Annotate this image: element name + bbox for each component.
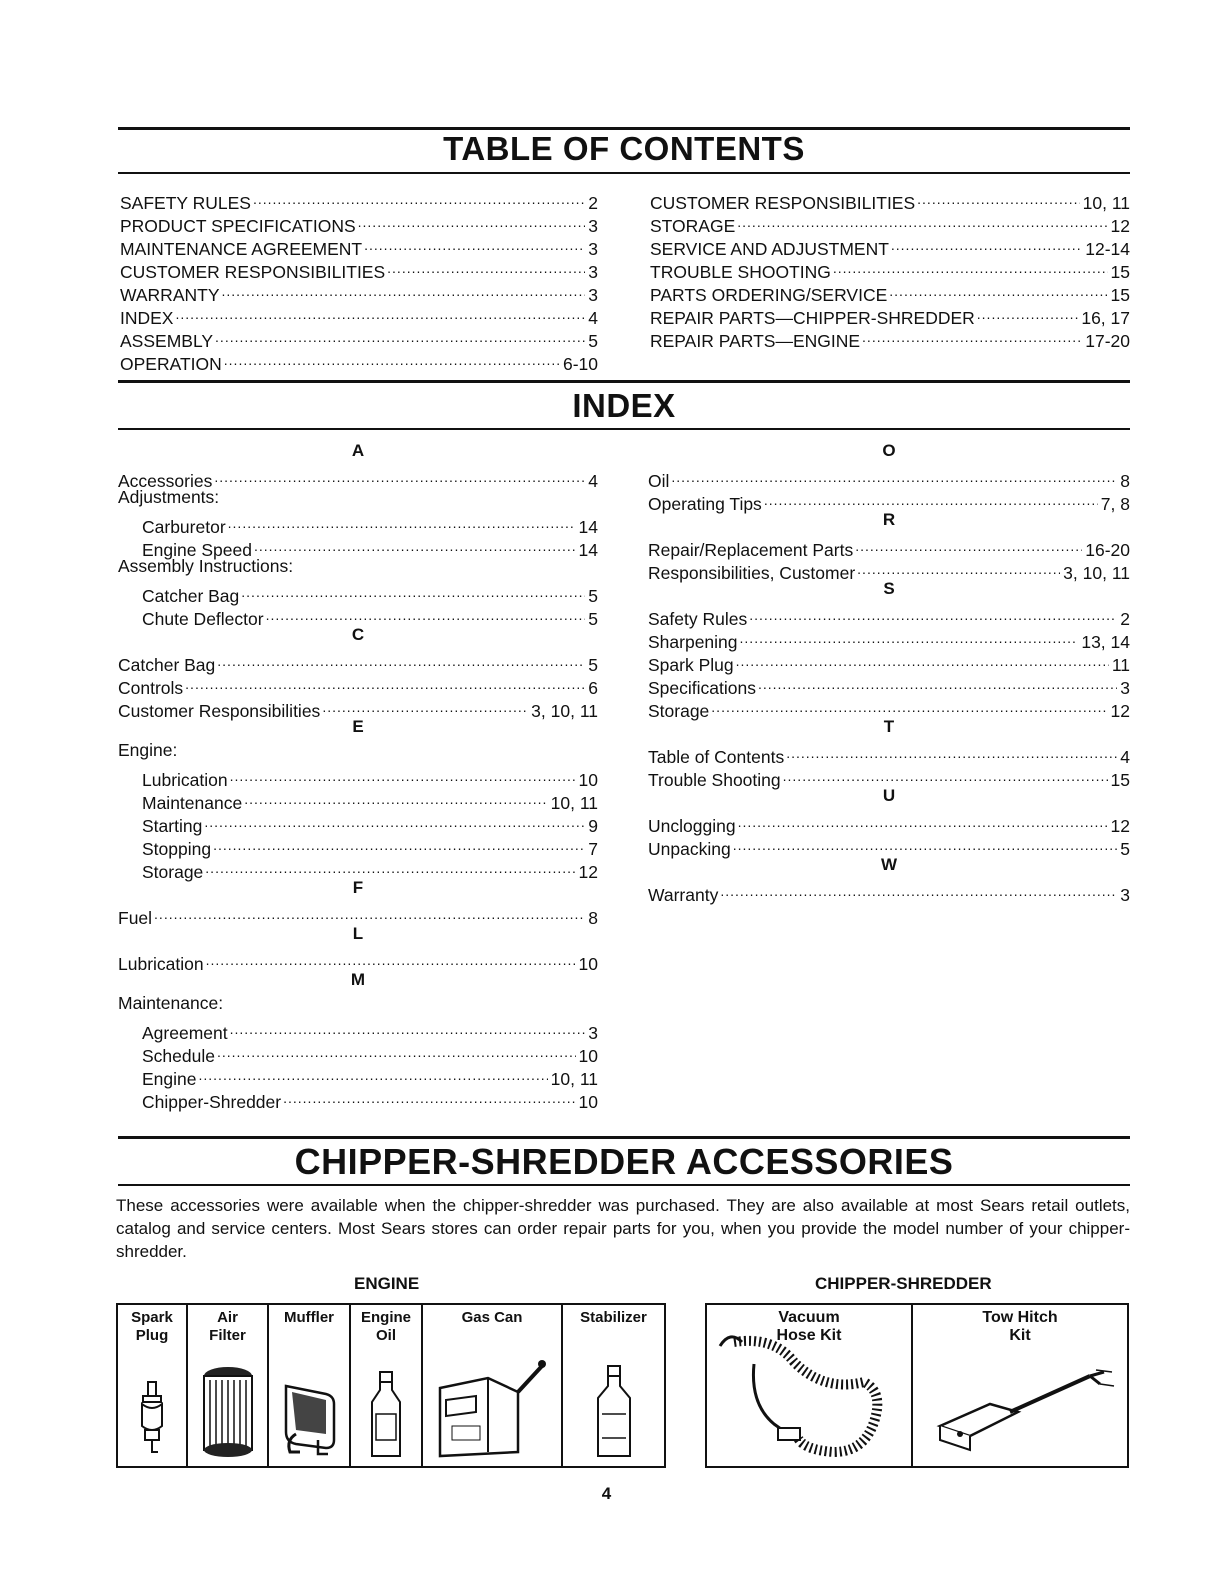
entry-page: 12 xyxy=(1110,816,1130,836)
entry-page: 6 xyxy=(588,678,598,698)
entry-row xyxy=(648,602,1130,629)
spark-plug-icon xyxy=(137,1380,167,1460)
entry-page: 17-20 xyxy=(1085,331,1130,351)
entry-page: 16-20 xyxy=(1085,540,1130,560)
index-letter-heading: A xyxy=(351,441,365,460)
dot-leader xyxy=(740,625,1079,648)
accessory-label: Stabilizer xyxy=(580,1309,647,1326)
entry-page: 15 xyxy=(1110,285,1130,305)
entry-row xyxy=(118,464,598,491)
entry-row xyxy=(120,324,598,351)
entry-label: Carburetor xyxy=(142,517,226,537)
entry-row xyxy=(118,901,598,928)
oil-bottle-icon xyxy=(368,1370,404,1460)
entry-row xyxy=(120,301,598,328)
entry-page: 8 xyxy=(1120,471,1130,491)
dot-leader xyxy=(889,278,1107,301)
dot-leader xyxy=(204,809,585,832)
entry-page: 14 xyxy=(578,517,598,537)
dot-leader xyxy=(217,648,585,671)
dot-leader xyxy=(891,232,1082,255)
entry-label: Storage xyxy=(648,701,710,721)
dot-leader xyxy=(228,510,576,533)
dot-leader xyxy=(213,832,585,855)
index-letter-heading: T xyxy=(883,717,895,736)
entry-label: Lubrication xyxy=(142,770,228,790)
entry-page: 5 xyxy=(588,331,598,351)
dot-leader xyxy=(783,763,1108,786)
dot-leader xyxy=(206,947,576,970)
entry-label: PARTS ORDERING/SERVICE xyxy=(650,285,888,305)
entry-page: 7, 8 xyxy=(1100,494,1130,514)
index-letter-heading: E xyxy=(352,717,364,736)
dot-leader xyxy=(977,301,1079,324)
entry-page: 5 xyxy=(588,655,598,675)
entry-page: 5 xyxy=(588,586,598,606)
muffler-icon xyxy=(278,1378,340,1460)
index-letter-heading: W xyxy=(880,855,898,874)
dot-leader xyxy=(185,671,585,694)
dot-leader xyxy=(154,901,585,924)
entry-label: Unclogging xyxy=(648,816,736,836)
entry-label: Adjustments: xyxy=(118,487,220,507)
entry-label: Warranty xyxy=(648,885,719,905)
entry-label: Starting xyxy=(142,816,203,836)
entry-row xyxy=(648,878,1130,905)
index-letter-heading: C xyxy=(351,625,365,644)
entry-label: Responsibilities, Customer xyxy=(648,563,856,583)
entry-page: 10, 11 xyxy=(1082,193,1130,213)
accessory-spark-plug xyxy=(118,1305,188,1466)
accessory-label: Vacuum Hose Kit xyxy=(776,1309,842,1344)
entry-label: Trouble Shooting xyxy=(648,770,781,790)
entry-label: Controls xyxy=(118,678,184,698)
dot-leader xyxy=(224,347,560,370)
entry-page: 9 xyxy=(588,816,598,836)
entry-row xyxy=(118,1016,598,1043)
index-letter-heading: O xyxy=(882,441,896,460)
entry-page: 10, 11 xyxy=(550,793,598,813)
accessory-label: Air Filter xyxy=(209,1309,246,1344)
index-bottom-rule xyxy=(118,428,1130,430)
entry-page: 3, 10, 11 xyxy=(531,701,598,721)
dot-leader xyxy=(175,301,585,324)
entry-label: Engine xyxy=(142,1069,197,1089)
accessories-bottom-rule xyxy=(118,1184,1130,1186)
entry-row xyxy=(118,694,598,721)
dot-leader xyxy=(764,487,1098,510)
dot-leader xyxy=(833,255,1108,278)
entry-page: 3 xyxy=(588,1023,598,1043)
dot-leader xyxy=(214,464,585,487)
dot-leader xyxy=(254,533,576,556)
toc-right-column xyxy=(650,186,1130,351)
entry-label: SERVICE AND ADJUSTMENT xyxy=(650,239,889,259)
entry-row xyxy=(648,487,1130,514)
entry-page: 4 xyxy=(1120,747,1130,767)
index-subheading xyxy=(118,556,598,579)
entry-page: 12-14 xyxy=(1085,239,1130,259)
entry-label: Customer Responsibilities xyxy=(118,701,321,721)
entry-row xyxy=(118,947,598,974)
accessory-label: Tow Hitch Kit xyxy=(982,1309,1058,1344)
index-letter-heading: S xyxy=(883,579,895,598)
entry-label: Specifications xyxy=(648,678,756,698)
entry-page: 6-10 xyxy=(562,354,598,374)
entry-page: 13, 14 xyxy=(1081,632,1130,652)
entry-label: REPAIR PARTS—CHIPPER-SHREDDER xyxy=(650,308,975,328)
dot-leader xyxy=(222,278,586,301)
dot-leader xyxy=(738,809,1108,832)
dot-leader xyxy=(737,209,1107,232)
entry-page: 2 xyxy=(1120,609,1130,629)
entry-page: 12 xyxy=(578,862,598,882)
entry-label: Stopping xyxy=(142,839,212,859)
entry-row xyxy=(648,809,1130,836)
entry-page: 12 xyxy=(1110,701,1130,721)
entry-page: 16, 17 xyxy=(1081,308,1130,328)
page-number: 4 xyxy=(601,1484,612,1503)
entry-page: 10 xyxy=(578,954,598,974)
entry-row xyxy=(118,579,598,606)
dot-leader xyxy=(199,1062,548,1085)
dot-leader xyxy=(862,324,1082,347)
dot-leader xyxy=(358,209,586,232)
entry-label: SAFETY RULES xyxy=(120,193,251,213)
entry-label: REPAIR PARTS—ENGINE xyxy=(650,331,861,351)
entry-row xyxy=(120,186,598,213)
entry-row xyxy=(118,648,598,675)
entry-label: Operating Tips xyxy=(648,494,762,514)
entry-label: CUSTOMER RESPONSIBILITIES xyxy=(120,262,386,282)
entry-label: Catcher Bag xyxy=(118,655,216,675)
entry-page: 5 xyxy=(588,609,598,629)
entry-label: Chute Deflector xyxy=(142,609,264,629)
entry-label: Spark Plug xyxy=(648,655,734,675)
entry-page: 3 xyxy=(588,216,598,236)
dot-leader xyxy=(266,602,586,625)
dot-leader xyxy=(217,1039,576,1062)
entry-page: 4 xyxy=(588,308,598,328)
accessories-top-rule xyxy=(118,1136,1130,1139)
engine-accessories-box xyxy=(116,1303,666,1468)
toc-title: TABLE OF CONTENTS xyxy=(443,130,805,167)
index-letter-heading: R xyxy=(882,510,896,529)
entry-page: 3 xyxy=(588,262,598,282)
entry-label: Lubrication xyxy=(118,954,204,974)
accessory-label: Engine Oil xyxy=(361,1309,412,1344)
dot-leader xyxy=(720,878,1117,901)
entry-page: 10, 11 xyxy=(550,1069,598,1089)
dot-leader xyxy=(205,855,575,878)
entry-page: 10 xyxy=(578,1046,598,1066)
dot-leader xyxy=(758,671,1117,694)
dot-leader xyxy=(215,324,585,347)
entry-label: STORAGE xyxy=(650,216,736,236)
dot-leader xyxy=(749,602,1117,625)
index-subheading xyxy=(118,487,598,510)
entry-page: 3 xyxy=(1120,678,1130,698)
accessory-label: Muffler xyxy=(284,1309,334,1326)
gas-can-icon xyxy=(432,1350,552,1460)
entry-label: Agreement xyxy=(142,1023,228,1043)
index-letter-heading: U xyxy=(882,786,896,805)
entry-label: OPERATION xyxy=(120,354,222,374)
entry-row xyxy=(118,763,598,790)
dot-leader xyxy=(711,694,1107,717)
entry-label: INDEX xyxy=(120,308,174,328)
toc-left-column xyxy=(120,186,598,374)
entry-label: Table of Contents xyxy=(648,747,785,767)
dot-leader xyxy=(230,763,576,786)
entry-label: Catcher Bag xyxy=(142,586,240,606)
entry-page: 7 xyxy=(588,839,598,859)
entry-page: 15 xyxy=(1110,770,1130,790)
entry-page: 12 xyxy=(1110,216,1130,236)
index-letter-heading: F xyxy=(352,878,364,897)
accessory-air-filter xyxy=(188,1305,269,1466)
dot-leader xyxy=(364,232,585,255)
entry-page: 3 xyxy=(1120,885,1130,905)
entry-page: 8 xyxy=(588,908,598,928)
index-left-column xyxy=(118,441,598,1112)
entry-label: Assembly Instructions: xyxy=(118,556,294,576)
toc-bottom-rule xyxy=(118,172,1130,174)
entry-page: 3 xyxy=(588,285,598,305)
index-right-column xyxy=(648,441,1130,905)
dot-leader xyxy=(786,740,1117,763)
entry-label: Oil xyxy=(648,471,670,491)
dot-leader xyxy=(917,186,1079,209)
index-title: INDEX xyxy=(572,387,676,424)
entry-label: CUSTOMER RESPONSIBILITIES xyxy=(650,193,916,213)
entry-label: ASSEMBLY xyxy=(120,331,214,351)
entry-label: Safety Rules xyxy=(648,609,748,629)
engine-group-title: ENGINE xyxy=(354,1274,420,1293)
entry-label: Storage xyxy=(142,862,204,882)
entry-page: 10 xyxy=(578,770,598,790)
entry-page: 3 xyxy=(588,239,598,259)
dot-leader xyxy=(671,464,1117,487)
entry-label: Repair/Replacement Parts xyxy=(648,540,854,560)
entry-page: 2 xyxy=(588,193,598,213)
index-letter-heading: L xyxy=(352,924,364,943)
accessory-stabilizer xyxy=(563,1305,664,1466)
entry-label: Accessories xyxy=(118,471,213,491)
entry-label: Maintenance xyxy=(142,793,243,813)
tow-hitch-icon xyxy=(920,1360,1120,1460)
dot-leader xyxy=(322,694,528,717)
entry-row xyxy=(648,740,1130,767)
entry-row xyxy=(118,671,598,698)
entry-page: 10 xyxy=(578,1092,598,1112)
entry-row xyxy=(648,464,1130,491)
dot-leader xyxy=(253,186,585,209)
dot-leader xyxy=(387,255,585,278)
entry-page: 14 xyxy=(578,540,598,560)
dot-leader xyxy=(855,533,1082,556)
accessory-label: Spark Plug xyxy=(131,1309,173,1344)
accessory-muffler xyxy=(269,1305,351,1466)
accessory-tow-hitch-kit xyxy=(913,1305,1127,1466)
dot-leader xyxy=(736,648,1109,671)
entry-label: Sharpening xyxy=(648,632,738,652)
entry-label: PRODUCT SPECIFICATIONS xyxy=(120,216,356,236)
entry-label: Fuel xyxy=(118,908,153,928)
dot-leader xyxy=(244,786,547,809)
air-filter-icon xyxy=(200,1364,256,1460)
accessory-engine-oil xyxy=(351,1305,423,1466)
accessory-vacuum-hose-kit xyxy=(707,1305,913,1466)
entry-page: 11 xyxy=(1111,655,1130,675)
accessory-label: Gas Can xyxy=(461,1309,523,1326)
index-subheading xyxy=(118,993,598,1016)
entry-page: 3, 10, 11 xyxy=(1063,563,1130,583)
stabilizer-bottle-icon xyxy=(594,1364,634,1460)
dot-leader xyxy=(241,579,585,602)
accessory-gas-can xyxy=(423,1305,563,1466)
vacuum-hose-icon xyxy=(714,1324,904,1464)
dot-leader xyxy=(230,1016,586,1039)
shredder-accessories-box xyxy=(705,1303,1129,1468)
entry-label: Engine Speed xyxy=(142,540,252,560)
entry-row xyxy=(648,533,1130,560)
entry-label: Engine: xyxy=(118,740,178,760)
entry-label: MAINTENANCE AGREEMENT xyxy=(120,239,363,259)
dot-leader xyxy=(733,832,1118,855)
entry-page: 5 xyxy=(1120,839,1130,859)
accessories-intro: These accessories were available when the chipper-shredder was purchased. They are also available at most Sears retail outlets, catalog and service centers. Most Sears stores can order repair parts for you, when you provide the model number of your chipper-shredder. xyxy=(116,1196,1130,1261)
entry-label: Unpacking xyxy=(648,839,731,859)
entry-label: WARRANTY xyxy=(120,285,220,305)
entry-label: Schedule xyxy=(142,1046,215,1066)
dot-leader xyxy=(857,556,1060,579)
entry-row xyxy=(118,510,598,537)
index-subheading xyxy=(118,740,598,763)
entry-row xyxy=(650,186,1130,213)
shredder-group-title: CHIPPER-SHREDDER xyxy=(815,1274,992,1293)
entry-page: 15 xyxy=(1110,262,1130,282)
entry-label: Chipper-Shredder xyxy=(142,1092,282,1112)
accessories-title: CHIPPER-SHREDDER ACCESSORIES xyxy=(294,1141,954,1182)
entry-page: 4 xyxy=(588,471,598,491)
entry-label: Maintenance: xyxy=(118,993,224,1013)
dot-leader xyxy=(283,1085,575,1108)
index-letter-heading: M xyxy=(350,970,366,989)
entry-row xyxy=(648,694,1130,721)
index-top-rule xyxy=(118,380,1130,383)
entry-label: TROUBLE SHOOTING xyxy=(650,262,831,282)
